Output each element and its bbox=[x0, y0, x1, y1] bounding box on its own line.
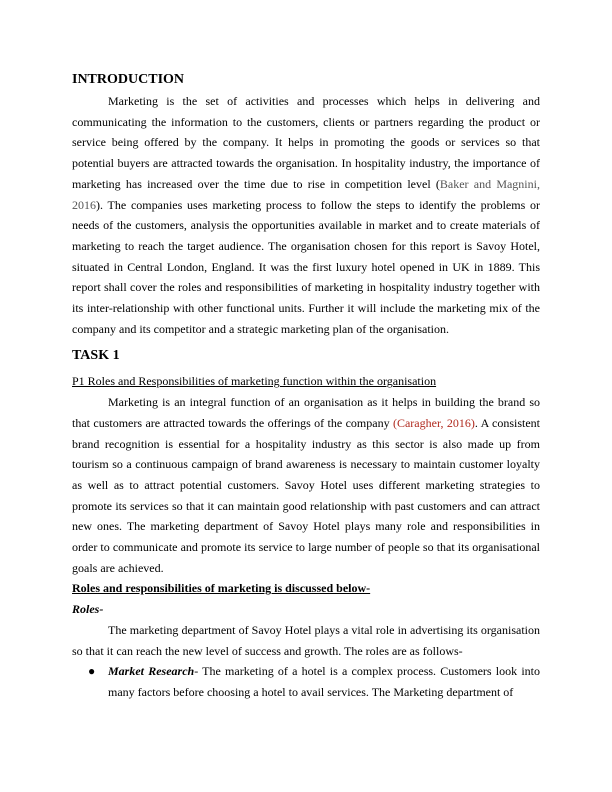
task1-paragraph bbox=[72, 392, 540, 578]
task1-citation: (Caragher, 2016) bbox=[392, 415, 475, 430]
roles-heading: Roles and responsibilities of marketing is discussed below- bbox=[72, 581, 371, 596]
bullet-market-research bbox=[72, 661, 540, 702]
roles-intro: The marketing department of Savoy Hotel plays a vital role in advertising its organisation so that it can reach the new level of success and growth. The roles are as follows- bbox=[72, 622, 540, 658]
bullet-body: - The marketing of a hotel is a complex process. Customers look into many factors before choosing a hotel to avail services. The Marketing department of bbox=[108, 664, 540, 699]
task1-text-b: . A consistent brand recognition is essential for a hospitality industry as this sector is also made up from tourism so a continuous campaign of brand awareness is necessary to maintain customer loyalty as well as to attract potential customers. Savoy Hotel uses different marketing strategies to promote its services so that it can maintain good relationship with past customers and can attract new ones. The marketing department of Savoy Hotel plays many role and responsibilities in order to communicate and promote its service to large number of people so that its organisational goals are achieved. bbox=[72, 415, 540, 575]
task1-text-a: Marketing is an integral function of an organisation as it helps in building the brand so that customers are attracted towards the offerings of the company bbox=[72, 395, 540, 430]
intro-text-b: ). The companies uses marketing process to follow the steps to identify the problems or needs of the customers, analysis the opportunities available in market and to create materials of marketing to reach the target audience. The organisation chosen for this report is Savoy Hotel, situated in Central London, England. It was the first luxury hotel opened in UK in 1889. This report shall cover the roles and responsibilities of marketing in hospitality industry together with its inter-relationship with other functional units. Further it will include the marketing mix of the company and its competitor and a strategic marketing plan of the organisation. bbox=[72, 197, 540, 336]
task1-heading: TASK 1 bbox=[72, 348, 120, 364]
intro-text-a: Marketing is the set of activities and processes which helps in delivering and communicating the information to the customers, clients or partners regarding the product or service being offered by the company. It helps in promoting the goods or services so that potential buyers are attracted towards the organisation. In hospitality industry, the importance of marketing has increased over the time due to rise in competition level ( bbox=[72, 94, 540, 191]
document-page bbox=[72, 71, 540, 703]
intro-paragraph bbox=[72, 91, 540, 339]
bullet-title: Market Research bbox=[108, 664, 195, 679]
bullet-icon: ● bbox=[88, 664, 96, 679]
roles-label: Roles- bbox=[72, 602, 104, 617]
bullet-text bbox=[108, 661, 540, 702]
intro-heading: INTRODUCTION bbox=[72, 72, 185, 87]
intro-citation: Baker and Magnini, 2016 bbox=[72, 176, 540, 212]
task1-subheading: P1 Roles and Responsibilities of marketing function within the organisation bbox=[72, 374, 437, 389]
